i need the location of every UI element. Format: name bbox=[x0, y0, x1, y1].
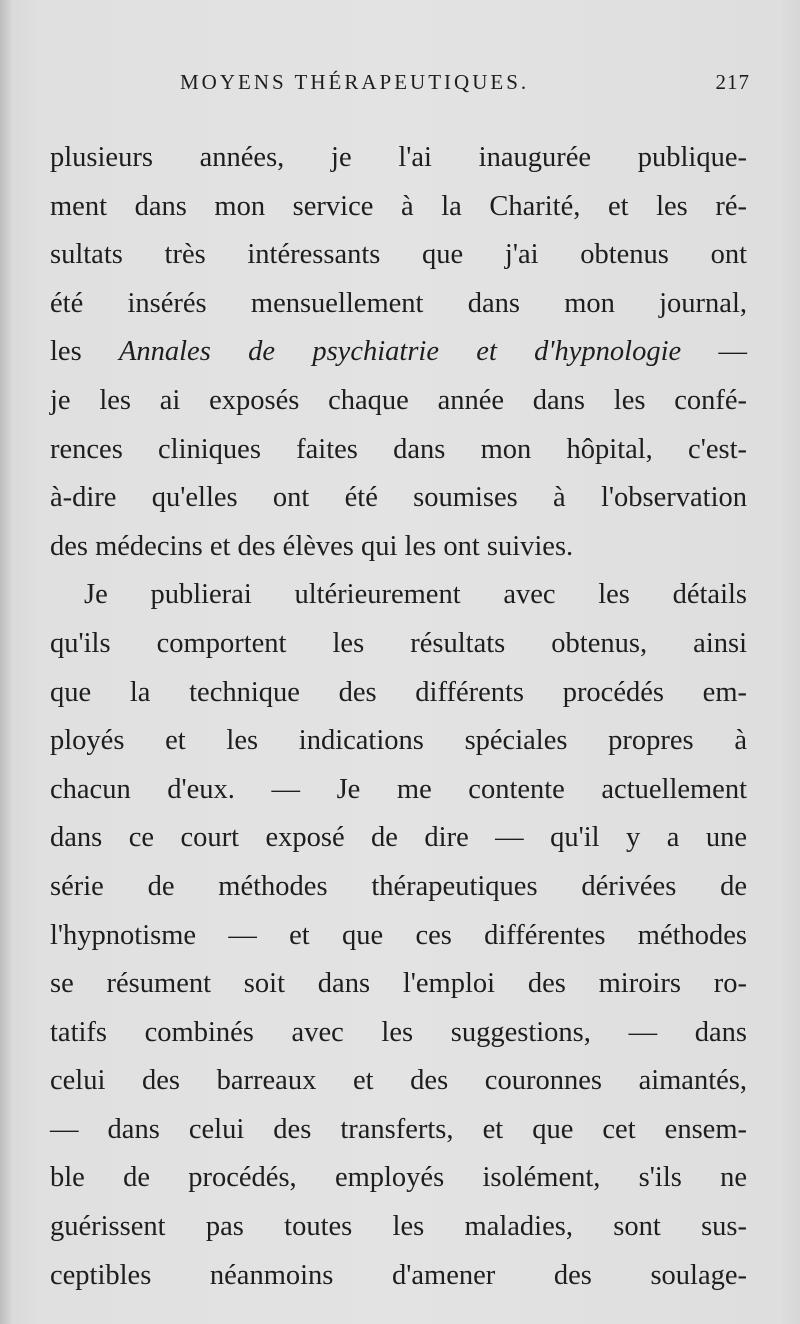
text-line: qu'ils comportent les résultats obtenus, ainsi bbox=[50, 627, 747, 659]
body-text bbox=[50, 134, 747, 1300]
text-line: guérissent pas toutes les maladies, sont sus- bbox=[50, 1211, 747, 1243]
text-line: je les ai exposés chaque année dans les confé- bbox=[50, 384, 747, 416]
text-line: des médecins et des élèves qui les ont suivies. bbox=[50, 530, 574, 562]
text-line: se résument soit dans l'emploi des miroirs ro- bbox=[50, 968, 747, 1000]
text-line: ployés et les indications spéciales propres à bbox=[50, 725, 747, 757]
text-line: tatifs combinés avec les suggestions, — dans bbox=[50, 1016, 747, 1048]
paragraph-1 bbox=[50, 134, 747, 571]
running-head bbox=[180, 70, 750, 100]
text-line: plusieurs années, je l'ai inaugurée publique- bbox=[50, 142, 747, 173]
text-line: à-dire qu'elles ont été soumises à l'observation bbox=[50, 482, 747, 514]
text-line: ble de procédés, employés isolément, s'ils ne bbox=[50, 1162, 747, 1194]
text-line: dans ce court exposé de dire — qu'il y a une bbox=[50, 822, 747, 854]
text-line: rences cliniques faites dans mon hôpital, c'est- bbox=[50, 433, 747, 465]
text-line: ceptibles néanmoins d'amener des soulage- bbox=[50, 1259, 747, 1291]
page-number: 217 bbox=[715, 70, 750, 94]
text-line: Je publierai ultérieurement avec les détails bbox=[84, 579, 747, 611]
text-line: que la technique des différents procédés em- bbox=[50, 676, 747, 708]
paragraph-2 bbox=[50, 571, 747, 1300]
text-line: série de méthodes thérapeutiques dérivées de bbox=[50, 870, 747, 902]
running-head-title: MOYENS THÉRAPEUTIQUES. bbox=[180, 70, 530, 94]
text-line: sultats très intéressants que j'ai obtenus ont bbox=[50, 239, 747, 271]
page-gutter-edge bbox=[0, 0, 12, 1324]
text-line: chacun d'eux. — Je me contente actuellement bbox=[50, 773, 747, 805]
text-line: ment dans mon service à la Charité, et les ré- bbox=[50, 190, 747, 222]
text-line: — dans celui des transferts, et que cet ensem- bbox=[50, 1113, 747, 1145]
text-line: l'hypnotisme — et que ces différentes méthodes bbox=[50, 919, 747, 951]
text-line: été insérés mensuellement dans mon journal, bbox=[50, 287, 747, 319]
text-line: les Annales de psychiatrie et d'hypnologie — bbox=[50, 336, 747, 368]
text-line: celui des barreaux et des couronnes aimantés, bbox=[50, 1065, 747, 1097]
